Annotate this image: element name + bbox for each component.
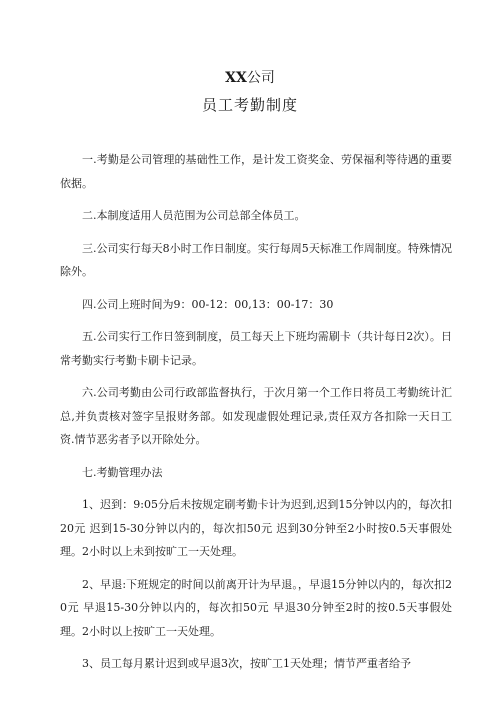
paragraph-10: 3、员工每月累计迟到或早退3次，按旷工1天处理；情节严重者给予: [82, 657, 411, 670]
paragraph-7: 七.考勤管理办法: [82, 465, 163, 479]
paragraph-6: 六.公司考勤由公司行政部监督执行，于次月第一个工作日将员工考勤统计汇总,并负责核对签字呈报财务部。如发现虚假处理记录,责任双方各扣除一天日工资.情节恶劣者予以开除处分。: [60, 386, 452, 446]
paragraph-3: 三.公司实行每天8小时工作日制度。实行每周5天标准工作周制度。特殊情况除外。: [60, 241, 452, 278]
paragraph-2: 二.本制度适用人员范围为公司总部全体员工。: [82, 209, 306, 222]
document-body: [60, 148, 452, 676]
paragraph-8: 1、迟到：9:05分后未按规定刷考勤卡计为迟到,迟到15分钟以内的，每次扣20元 迟到15-30分钟以内的，每次扣50元 迟到30分钟至2小时按0.5天事假处理。2小时以上未到按旷工一天处理。: [60, 498, 452, 558]
paragraph-4: 四.公司上班时间为9：00-12：00,13：00-17：30: [82, 297, 334, 311]
paragraph-9: 2、早退:下班规定的时间以前离开计为早退。，早退15分钟以内的，每次扣20元 早退15-30分钟以内的，每次扣50元 早退30分钟至2时的按0.5天事假处理。2小时以上按旷工一天处理。: [60, 577, 452, 638]
document-title: 员工考勤制度: [201, 96, 298, 114]
paragraph-5: 五.公司实行工作日签到制度，员工每天上下班均需刷卡（共计每日2次）。日常考勤实行考勤卡刷卡记录。: [60, 330, 452, 367]
company-prefix: XX: [225, 70, 247, 86]
paragraph-1: 一.考勤是公司管理的基础性工作，是计发工资奖金、劳保福利等待遇的重要依据。: [60, 153, 452, 190]
company-suffix: 公司: [246, 70, 275, 86]
company-name: [0, 68, 500, 88]
